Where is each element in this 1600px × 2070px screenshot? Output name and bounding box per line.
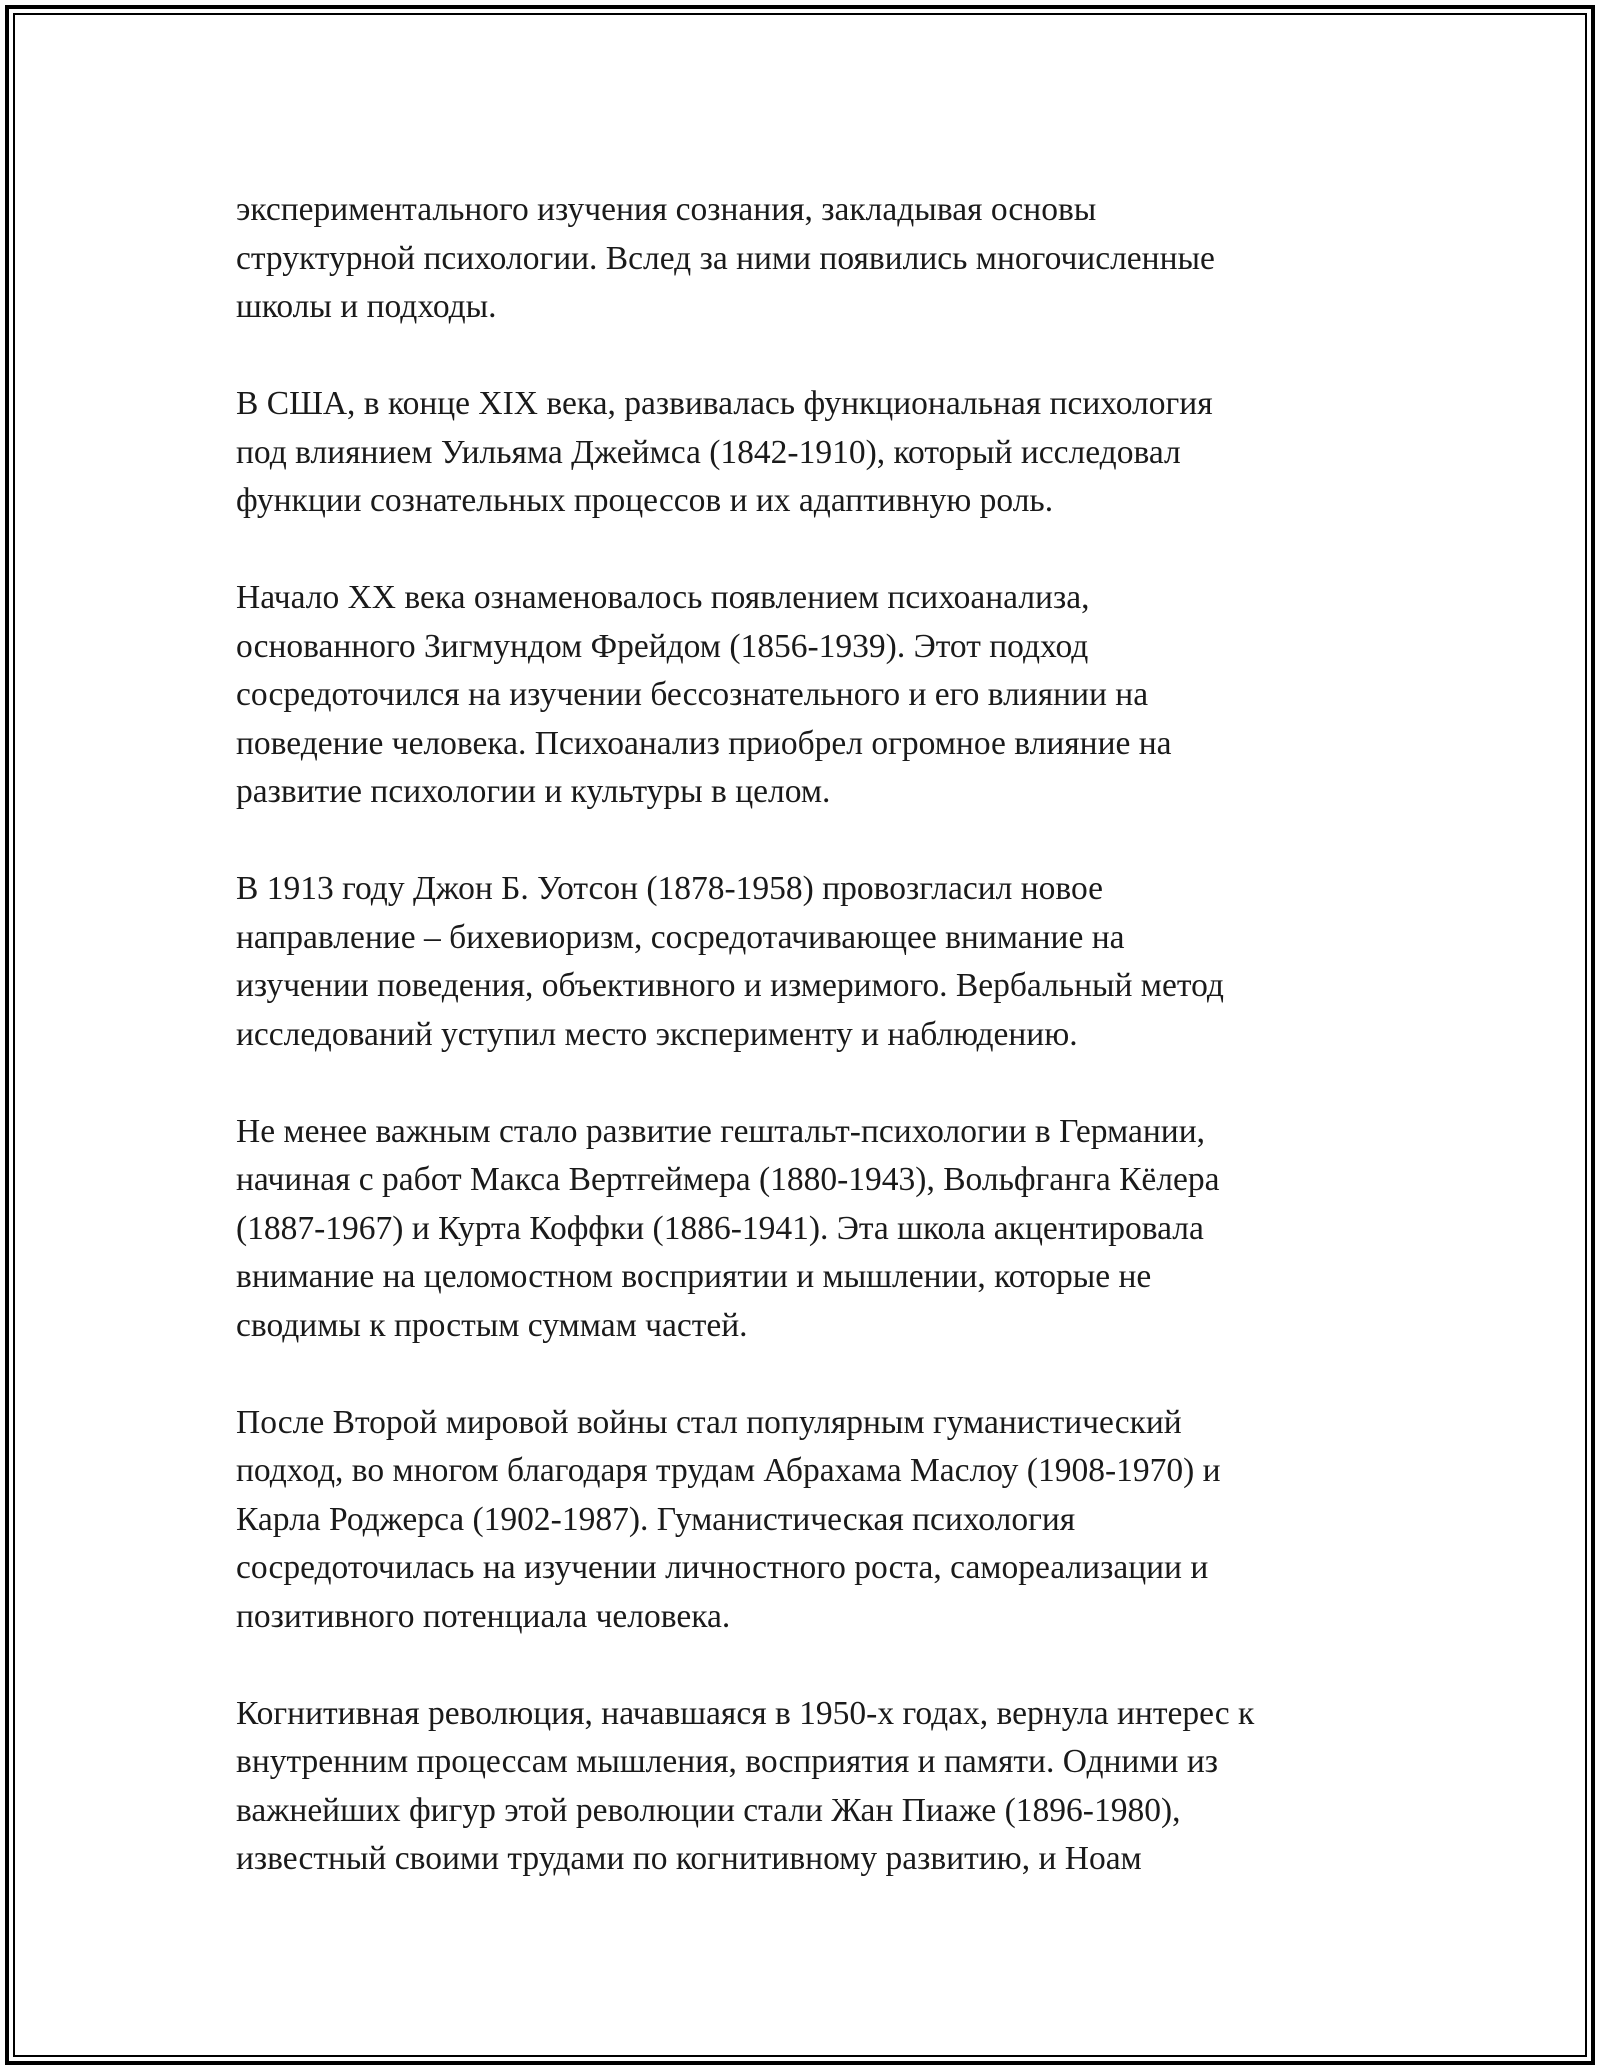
text-line: известный своими трудами по когнитивному развитию, и Ноам xyxy=(236,1840,1142,1877)
text-line: функции сознательных процессов и их адаптивную роль. xyxy=(236,482,1054,519)
text-line: В США, в конце XIX века, развивалась функциональная психология xyxy=(236,385,1213,422)
text-line: В 1913 году Джон Б. Уотсон (1878-1958) провозгласил новое xyxy=(236,870,1104,907)
paragraph-5 xyxy=(236,1108,1396,1351)
text-line: После Второй мировой войны стал популярным гуманистический xyxy=(236,1403,1182,1441)
text-line: подход, во многом благодаря трудам Абрахама Маслоу (1908-1970) и xyxy=(236,1452,1221,1489)
text-line: изучении поведения, объективного и измеримого. Вербальный метод xyxy=(236,967,1224,1004)
paragraph-3 xyxy=(236,574,1396,817)
text-line: (1887-1967) и Курта Коффки (1886-1941). Эта школа акцентировала xyxy=(236,1209,1204,1247)
text-line: сводимы к простым суммам частей. xyxy=(236,1306,748,1344)
text-line: структурной психологии. Вслед за ними появились многочисленные xyxy=(236,239,1215,277)
document-body xyxy=(236,186,1396,1884)
text-line: поведение человека. Психоанализ приобрел огромное влияние на xyxy=(236,724,1172,762)
text-line: Начало XX века ознаменовалось появлением психоанализа, xyxy=(236,579,1090,616)
text-line: важнейших фигур этой революции стали Жан Пиаже (1896-1980), xyxy=(236,1791,1181,1829)
paragraph-7 xyxy=(236,1690,1396,1884)
paragraph-2 xyxy=(236,380,1396,526)
text-line: внутренним процессам мышления, восприятия и памяти. Одними из xyxy=(236,1743,1219,1780)
text-line: под влиянием Уильяма Джеймса (1842-1910), который исследовал xyxy=(236,433,1181,471)
text-line: сосредоточился на изучении бессознательного и его влиянии на xyxy=(236,676,1149,713)
paragraph-4 xyxy=(236,865,1396,1059)
text-line: Не менее важным стало развитие гештальт-психологии в Германии, xyxy=(236,1112,1206,1150)
text-line: экспериментального изучения сознания, закладывая основы xyxy=(236,191,1097,228)
text-line: позитивного потенциала человека. xyxy=(236,1597,731,1635)
paragraph-1 xyxy=(236,186,1396,332)
text-line: развитие психологии и культуры в целом. xyxy=(236,773,831,810)
text-line: сосредоточилась на изучении личностного роста, самореализации и xyxy=(236,1549,1209,1586)
text-line: исследований уступил место эксперименту и наблюдению. xyxy=(236,1015,1078,1053)
text-line: школы и подходы. xyxy=(236,288,497,325)
text-line: Когнитивная революция, начавшаяся в 1950-х годах, вернула интерес к xyxy=(236,1694,1255,1732)
text-line: Карла Роджерса (1902-1987). Гуманистическая психология xyxy=(236,1500,1076,1538)
text-line: начиная с работ Макса Вертгеймера (1880-1943), Вольфганга Кёлера xyxy=(236,1161,1220,1198)
text-line: внимание на целомостном восприятии и мышлении, которые не xyxy=(236,1258,1152,1295)
paragraph-6 xyxy=(236,1399,1396,1642)
text-line: направление – бихевиоризм, сосредотачивающее внимание на xyxy=(236,918,1125,956)
text-line: основанного Зигмундом Фрейдом (1856-1939). Этот подход xyxy=(236,627,1089,665)
